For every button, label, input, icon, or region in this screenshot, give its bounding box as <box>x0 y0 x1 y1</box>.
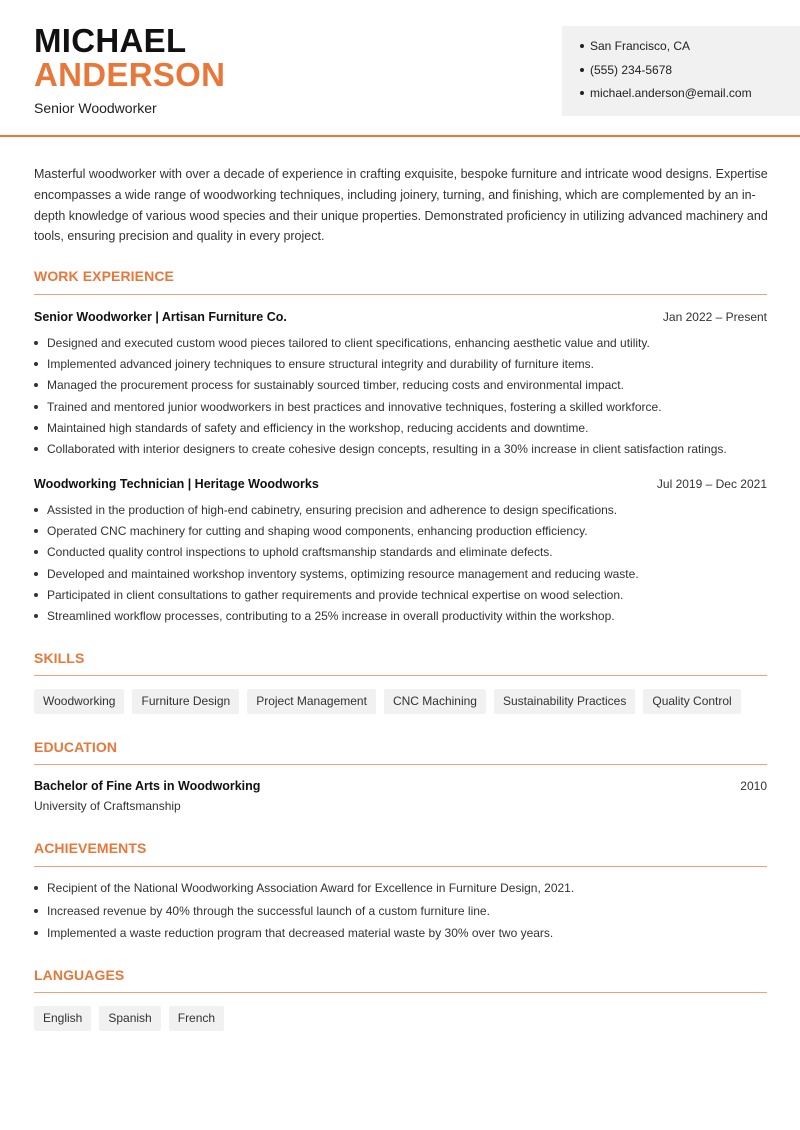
section-divider <box>34 866 767 867</box>
job-bullets <box>34 336 774 463</box>
list-item: Conducted quality control inspections to uphold craftsmanship standards and eliminate defects. <box>34 545 774 566</box>
list-item: Collaborated with interior designers to create cohesive design concepts, resulting in a 30% increase in client satisfaction ratings. <box>34 442 774 463</box>
list-item: Assisted in the production of high-end cabinetry, ensuring precision and adherence to design specifications. <box>34 503 774 524</box>
skill-tag: Sustainability Practices <box>494 689 635 714</box>
list-item: Implemented advanced joinery techniques to ensure structural integrity and durability of furniture items. <box>34 357 774 378</box>
bullet-icon <box>580 91 584 95</box>
skill-tag: Project Management <box>247 689 376 714</box>
job-title: Woodworking Technician | Heritage Woodworks <box>34 477 319 491</box>
skill-tag: Woodworking <box>34 689 124 714</box>
bullet-icon <box>34 383 38 387</box>
list-item: Managed the procurement process for sustainably sourced timber, reducing costs and environmental impact. <box>34 378 774 399</box>
list-item: Developed and maintained workshop inventory systems, optimizing resource management and reducing waste. <box>34 567 774 588</box>
section-heading-work: WORK EXPERIENCE <box>34 268 174 284</box>
bullet-icon <box>34 426 38 430</box>
section-heading-education: EDUCATION <box>34 739 118 755</box>
skill-tag: Quality Control <box>643 689 740 714</box>
last-name: ANDERSON <box>34 56 226 93</box>
bullet-icon <box>34 508 38 512</box>
school-name: University of Craftsmanship <box>34 799 181 813</box>
list-item: Operated CNC machinery for cutting and shaping wood components, enhancing production efficiency. <box>34 524 774 545</box>
list-item: Increased revenue by 40% through the successful launch of a custom furniture line. <box>34 904 774 927</box>
section-divider <box>34 992 767 993</box>
skill-tag: CNC Machining <box>384 689 486 714</box>
degree-title: Bachelor of Fine Arts in Woodworking <box>34 779 261 793</box>
bullet-icon <box>34 447 38 451</box>
list-item: Maintained high standards of safety and efficiency in the workshop, reducing accidents and downtime. <box>34 421 774 442</box>
section-heading-languages: LANGUAGES <box>34 967 125 983</box>
bullet-icon <box>34 931 38 935</box>
skills-list <box>34 689 741 714</box>
list-item: Participated in client consultations to gather requirements and provide technical expertise on wood selection. <box>34 588 774 609</box>
bullet-icon <box>34 909 38 913</box>
graduation-year: 2010 <box>740 779 767 793</box>
job-dates: Jan 2022 – Present <box>662 310 767 324</box>
professional-summary: Masterful woodworker with over a decade of experience in crafting exquisite, bespoke furniture and intricate wood designs. Expertise encompasses a wide range of woodworking techniques, including joinery, turning, and finishing, which are complemented by an in-depth knowledge of various wood species and their unique properties. Demonstrated proficiency in utilizing advanced machinery and tools, ensuring precision and quality in every project. <box>34 167 768 244</box>
contact-email <box>580 86 800 110</box>
bullet-icon <box>580 44 584 48</box>
language-tag: English <box>34 1006 91 1031</box>
job-dates: Jul 2019 – Dec 2021 <box>656 477 767 491</box>
list-item: Implemented a waste reduction program that decreased material waste by 30% over two years. <box>34 926 774 949</box>
section-divider <box>34 675 767 676</box>
section-heading-skills: SKILLS <box>34 650 85 666</box>
languages-list <box>34 1006 224 1031</box>
skill-tag: Furniture Design <box>132 689 239 714</box>
job-title: Senior Woodworker | Artisan Furniture Co. <box>34 310 287 324</box>
resume-header <box>0 0 800 137</box>
bullet-icon <box>34 405 38 409</box>
language-tag: Spanish <box>99 1006 160 1031</box>
list-item: Streamlined workflow processes, contributing to a 25% increase in overall productivity within the workshop. <box>34 609 774 630</box>
phone-text: (555) 234-5678 <box>590 62 673 77</box>
location-text: San Francisco, CA <box>590 39 691 53</box>
bullet-icon <box>34 529 38 533</box>
section-heading-achievements: ACHIEVEMENTS <box>34 840 147 856</box>
bullet-icon <box>580 68 584 72</box>
job-bullets <box>34 503 774 630</box>
bullet-icon <box>34 572 38 576</box>
contact-phone <box>580 63 800 87</box>
email-text: michael.anderson@email.com <box>590 86 752 100</box>
contact-box <box>562 26 800 116</box>
language-tag: French <box>169 1006 224 1031</box>
section-divider <box>34 764 767 765</box>
contact-location <box>580 39 800 63</box>
bullet-icon <box>34 886 38 890</box>
list-item: Designed and executed custom wood pieces tailored to client specifications, enhancing aesthetic value and utility. <box>34 336 774 357</box>
achievements-list <box>34 881 774 949</box>
list-item: Recipient of the National Woodworking Association Award for Excellence in Furniture Design, 2021. <box>34 881 774 904</box>
list-item: Trained and mentored junior woodworkers in best practices and innovative techniques, fostering a skilled workforce. <box>34 400 774 421</box>
first-name: MICHAEL <box>34 22 187 59</box>
bullet-icon <box>34 550 38 554</box>
bullet-icon <box>34 593 38 597</box>
job-title-headline: Senior Woodworker <box>34 100 157 116</box>
section-divider <box>34 294 767 295</box>
bullet-icon <box>34 341 38 345</box>
bullet-icon <box>34 614 38 618</box>
candidate-name <box>34 24 225 92</box>
bullet-icon <box>34 362 38 366</box>
